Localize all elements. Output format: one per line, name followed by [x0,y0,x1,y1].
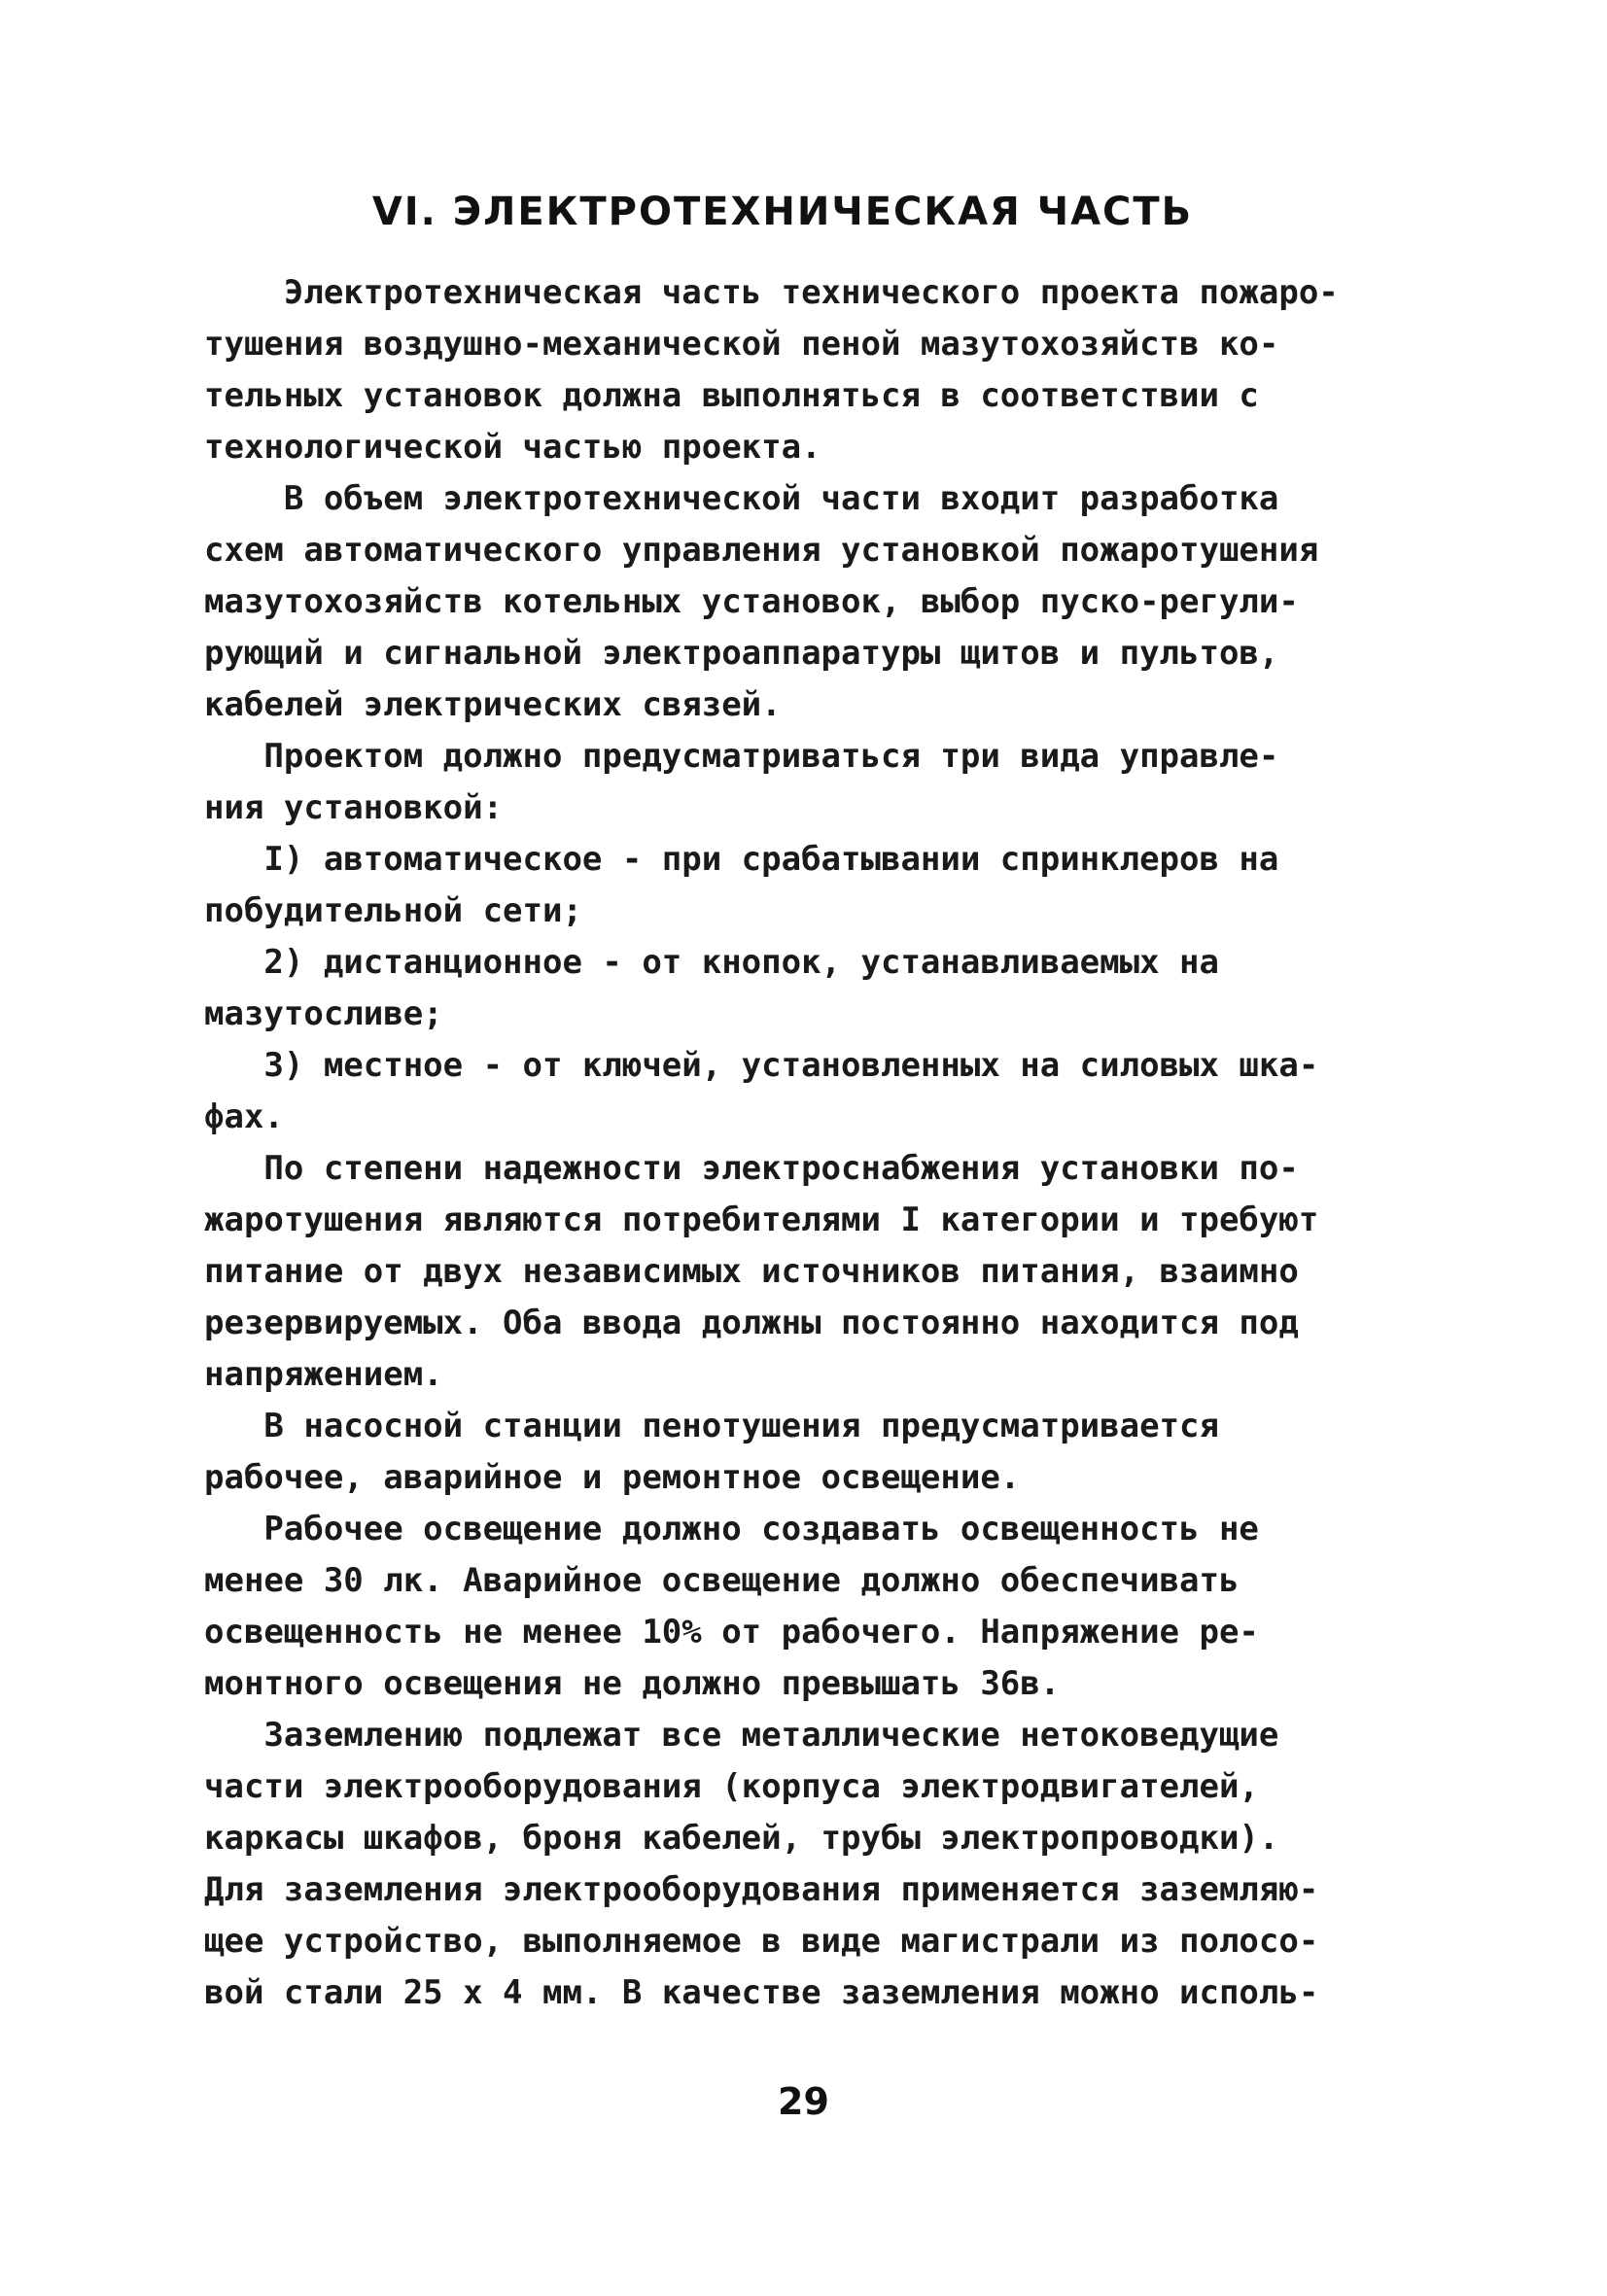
text-line: кабелей электрических связей. [204,685,782,724]
text-line: В насосной станции пенотушения предусматривается [204,1407,1219,1445]
text-line: I) автоматическое - при срабатывании спринклеров на [204,840,1279,879]
page-title: VI. ЭЛЕКТРОТЕХНИЧЕСКАЯ ЧАСТЬ [371,190,1194,234]
text-line: рующий и сигнальной электроаппаратуры щитов и пультов, [204,634,1279,673]
text-line: Для заземления электрооборудования применяется заземляю- [204,1870,1319,1909]
page-number: 29 [778,2080,829,2123]
text-line: побудительной сети; [204,891,582,930]
text-line: В объем электротехнической части входит разработка [204,479,1279,518]
text-line: По степени надежности электроснабжения установки по- [204,1149,1299,1188]
text-line: вой стали 25 х 4 мм. В качестве заземления можно исполь- [204,1973,1319,2012]
text-line: щее устройство, выполняемое в виде магистрали из полосо- [204,1922,1319,1961]
text-line: мазутохозяйств котельных установок, выбор пуско-регули- [204,582,1299,621]
text-line: освещенность не менее 10% от рабочего. Напряжение ре- [204,1613,1259,1652]
text-line: Проектом должно предусматриваться три вида управле- [204,737,1279,776]
text-line: жаротушения являются потребителями I категории и требуют [204,1200,1319,1239]
text-line: тельных установок должна выполняться в соответствии с [204,376,1259,415]
text-line: фах. [204,1097,284,1136]
text-line: 3) местное - от ключей, установленных на силовых шка- [204,1046,1319,1085]
text-line: питание от двух независимых источников питания, взаимно [204,1252,1299,1291]
text-line: монтного освещения не должно превышать 36в. [204,1664,1061,1703]
text-line: Электротехническая часть технического проекта пожаро- [204,273,1339,312]
text-line: технологической частью проекта. [204,428,821,467]
text-line: напряжением. [204,1355,443,1394]
text-line: мазутосливе; [204,994,443,1033]
text-line: схем автоматического управления установкой пожаротушения [204,531,1319,570]
text-line: Заземлению подлежат все металлические нетоковедущие [204,1716,1279,1755]
text-line: Рабочее освещение должно создавать освещенность не [204,1510,1259,1548]
text-line: менее 30 лк. Аварийное освещение должно обеспечивать [204,1561,1240,1600]
body-text [204,267,1419,2019]
text-line: ния установкой: [204,788,504,827]
text-line: каркасы шкафов, броня кабелей, трубы электропроводки). [204,1819,1279,1858]
text-line: 2) дистанционное - от кнопок, устанавливаемых на [204,943,1219,982]
text-line: тушения воздушно-механической пеной мазутохозяйств ко- [204,325,1279,364]
text-line: резервируемых. Оба ввода должны постоянно находится под [204,1304,1299,1342]
text-line: части электрооборудования (корпуса электродвигателей, [204,1767,1259,1806]
text-line: рабочее, аварийное и ремонтное освещение. [204,1458,1021,1497]
